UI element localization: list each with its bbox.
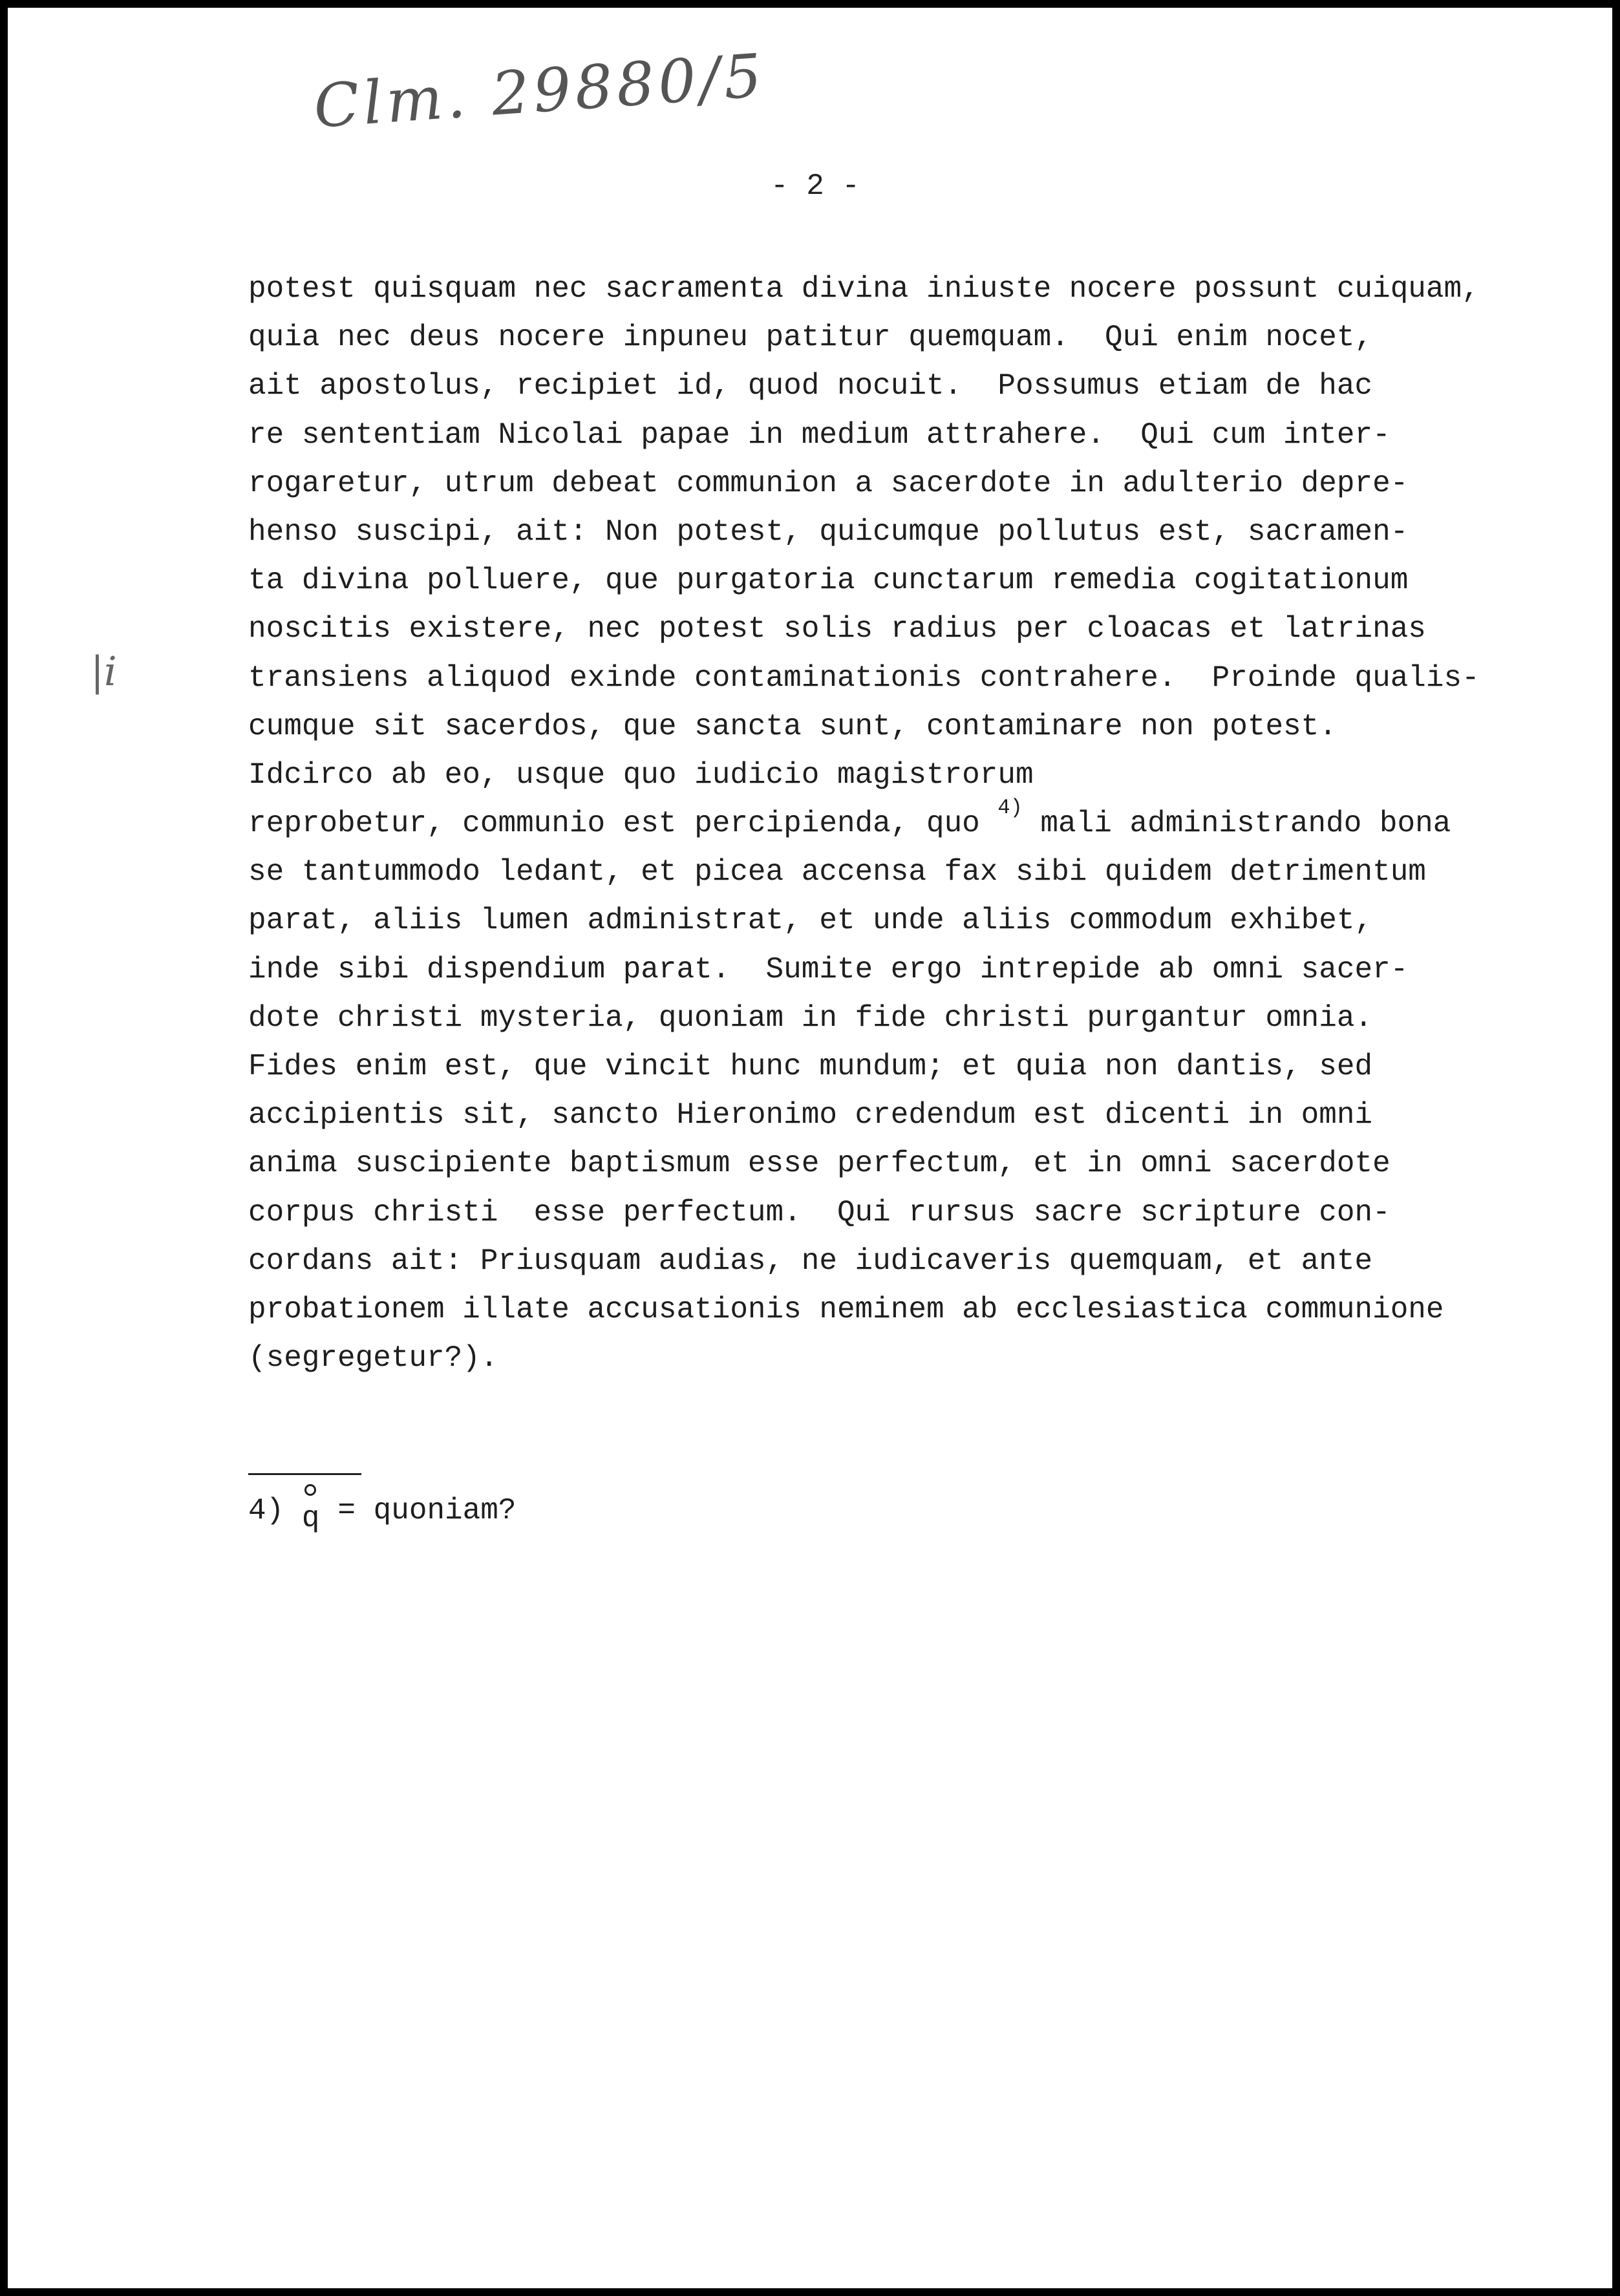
footnote-divider xyxy=(248,1473,361,1475)
text-line: anima suscipiente baptismum esse perfectum, et in omni sacerdote xyxy=(248,1147,1391,1181)
text-line: Fides enim est, que vincit hunc mundum; et quia non dantis, sed xyxy=(248,1050,1373,1083)
text-line: se tantummodo ledant, et picea accensa fax sibi quidem detrimentum xyxy=(248,855,1426,889)
abbreviation-symbol xyxy=(302,1487,320,1535)
text-line: accipientis sit, sancto Hieronimo credendum est dicenti in omni xyxy=(248,1098,1373,1132)
text-line: Idcirco ab eo, usque quo iudicio magistrorum xyxy=(248,758,1034,792)
text-line: cordans ait: Priusquam audias, ne iudicaveris quemquam, et ante xyxy=(248,1244,1373,1278)
text-segment: mali administrando bona xyxy=(1022,807,1451,841)
text-line: parat, aliis lumen administrat, et unde aliis commodum exhibet, xyxy=(248,904,1373,938)
text-line: inde sibi dispendium parat. Sumite ergo intrepide ab omni sacer- xyxy=(248,952,1409,986)
text-line: quia nec deus nocere inpuneu patitur quemquam. Qui enim nocet, xyxy=(248,321,1373,355)
text-line: cumque sit sacerdos, que sancta sunt, contaminare non potest. xyxy=(248,709,1337,743)
text-line: ta divina polluere, que purgatoria cunctarum remedia cogitationum xyxy=(248,564,1409,598)
footnote-number: 4) xyxy=(248,1494,284,1527)
text-line: henso suscipi, ait: Non potest, quicumque pollutus est, sacramen- xyxy=(248,515,1409,549)
text-segment: reprobetur, communio est percipienda, quo xyxy=(248,807,980,841)
text-line: dote christi mysteria, quoniam in fide christi purgantur omnia. xyxy=(248,1001,1373,1035)
footnote xyxy=(248,1487,516,1535)
footnote-text: = quoniam? xyxy=(319,1494,517,1527)
footnote-reference: 4) xyxy=(997,796,1023,820)
handwritten-archive-note: Clm. 29880/5 xyxy=(312,41,768,142)
text-line: transiens aliquod exinde contaminationis contrahere. Proinde qualis- xyxy=(248,661,1480,695)
text-line: rogaretur, utrum debeat communion a sacerdote in adulterio depre- xyxy=(248,466,1409,500)
text-line: (segregetur?). xyxy=(248,1341,498,1376)
text-line: potest quisquam nec sacramenta divina iniuste nocere possunt cuiquam, xyxy=(248,272,1480,306)
margin-annotation: |i xyxy=(91,648,117,695)
body-text xyxy=(248,265,1612,1383)
text-line: noscitis existere, nec potest solis radius per cloacas et latrinas xyxy=(248,612,1426,646)
text-line: re sententiam Nicolai papae in medium attrahere. Qui cum inter- xyxy=(248,418,1391,452)
page-number: - 2 - xyxy=(771,169,860,203)
text-line-with-footnote xyxy=(248,796,1612,848)
abbreviation-letter: q xyxy=(301,1502,320,1535)
text-line: probationem illate accusationis neminem ab ecclesiastica communione xyxy=(248,1292,1444,1326)
ring-mark-icon xyxy=(304,1484,316,1496)
text-line: ait apostolus, recipiet id, quod nocuit. Possumus etiam de hac xyxy=(248,369,1373,403)
text-line: corpus christi esse perfectum. Qui rursus sacre scripture con- xyxy=(248,1195,1391,1229)
